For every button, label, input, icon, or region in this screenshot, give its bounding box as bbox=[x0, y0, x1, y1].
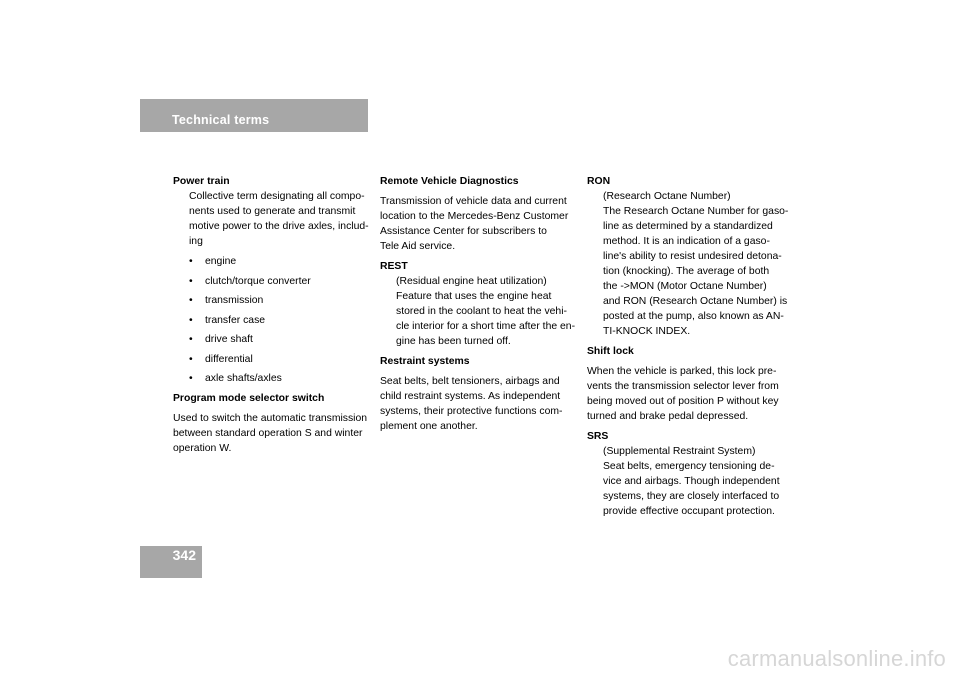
definition-line: TI-KNOCK INDEX. bbox=[603, 326, 691, 337]
list-item: • engine bbox=[189, 254, 373, 269]
definition-line: (Residual engine heat utilization) bbox=[396, 276, 547, 287]
definition-line: Seat belts, belt tensioners, airbags and bbox=[380, 376, 560, 387]
definition-line: Seat belts, emergency tensioning de- bbox=[603, 461, 775, 472]
section-header-bar bbox=[140, 99, 368, 132]
list-item: • axle shafts/axles bbox=[189, 371, 373, 386]
definition-line: between standard operation S and winter bbox=[173, 427, 363, 439]
column-2 bbox=[380, 174, 580, 439]
definition-rest bbox=[380, 274, 580, 349]
term-restraint-systems: Restraint systems bbox=[380, 356, 470, 367]
term-ron: RON bbox=[587, 176, 611, 187]
definition-line: operation W. bbox=[173, 442, 232, 454]
definition-line: the ->MON (Motor Octane Number) bbox=[603, 281, 767, 292]
definition-line: ing bbox=[189, 236, 203, 247]
term-power-train: Power train bbox=[173, 176, 230, 187]
definition-line: Collective term designating all compo- bbox=[189, 191, 365, 202]
definition-line: (Research Octane Number) bbox=[603, 191, 731, 202]
definition-line: vice and airbags. Though independent bbox=[603, 476, 780, 487]
definition-line: and RON (Research Octane Number) is bbox=[603, 296, 788, 307]
list-item: • transmission bbox=[189, 293, 373, 308]
term-program-mode-selector-switch: Program mode selector switch bbox=[173, 392, 325, 404]
list-item: • clutch/torque converter bbox=[189, 274, 373, 289]
definition-program-mode-selector-switch bbox=[173, 411, 373, 456]
definition-remote-vehicle-diagnostics bbox=[380, 194, 580, 254]
definition-line: method. It is an indication of a gaso- bbox=[603, 236, 770, 247]
list-item: • differential bbox=[189, 352, 373, 367]
term-rest: REST bbox=[380, 261, 408, 272]
definition-line: (Supplemental Restraint System) bbox=[603, 446, 756, 457]
section-title: Technical terms bbox=[172, 113, 270, 127]
definition-line: plement one another. bbox=[380, 421, 478, 432]
definition-line: cle interior for a short time after the en- bbox=[396, 321, 576, 332]
definition-line: being moved out of position P without key bbox=[587, 396, 779, 407]
definition-line: child restraint systems. As independent bbox=[380, 391, 561, 402]
column-1 bbox=[173, 174, 373, 461]
definition-line: systems, their protective functions com- bbox=[380, 406, 563, 417]
definition-line: vents the transmission selector lever from bbox=[587, 381, 779, 392]
definition-power-train bbox=[173, 189, 373, 249]
definition-line: systems, they are closely interfaced to bbox=[603, 491, 780, 502]
list-item: • transfer case bbox=[189, 313, 373, 328]
page-number: 342 bbox=[172, 547, 196, 563]
watermark: carmanualsonline.info bbox=[727, 646, 946, 671]
definition-line: Feature that uses the engine heat bbox=[396, 291, 552, 302]
term-remote-vehicle-diagnostics: Remote Vehicle Diagnostics bbox=[380, 176, 519, 187]
definition-srs bbox=[587, 444, 792, 519]
definition-line: gine has been turned off. bbox=[396, 336, 511, 347]
definition-line: line as determined by a standardized bbox=[603, 221, 773, 232]
definition-line: location to the Mercedes-Benz Customer bbox=[380, 211, 569, 222]
definition-shift-lock bbox=[587, 364, 792, 424]
definition-line: Used to switch the automatic transmission bbox=[173, 412, 368, 424]
definition-line: provide effective occupant protection. bbox=[603, 506, 775, 517]
term-shift-lock: Shift lock bbox=[587, 346, 634, 357]
definition-line: nents used to generate and transmit bbox=[189, 206, 356, 217]
power-train-components-list bbox=[173, 254, 373, 386]
definition-restraint-systems bbox=[380, 374, 580, 434]
page-number-box bbox=[140, 546, 202, 578]
list-item: • drive shaft bbox=[189, 332, 373, 347]
term-srs: SRS bbox=[587, 431, 609, 442]
definition-line: line's ability to resist undesired detona- bbox=[603, 251, 782, 262]
definition-line: The Research Octane Number for gaso- bbox=[603, 206, 789, 217]
definition-line: tion (knocking). The average of both bbox=[603, 266, 770, 277]
definition-line: turned and brake pedal depressed. bbox=[587, 411, 749, 422]
definition-ron bbox=[587, 189, 792, 339]
definition-line: stored in the coolant to heat the vehi- bbox=[396, 306, 567, 317]
definition-line: Assistance Center for subscribers to bbox=[380, 226, 547, 237]
definition-line: Tele Aid service. bbox=[380, 241, 456, 252]
definition-line: posted at the pump, also known as AN- bbox=[603, 311, 784, 322]
column-3 bbox=[587, 174, 792, 524]
definition-line: Transmission of vehicle data and current bbox=[380, 196, 567, 207]
definition-line: motive power to the drive axles, includ- bbox=[189, 221, 369, 232]
definition-line: When the vehicle is parked, this lock pre- bbox=[587, 366, 777, 377]
